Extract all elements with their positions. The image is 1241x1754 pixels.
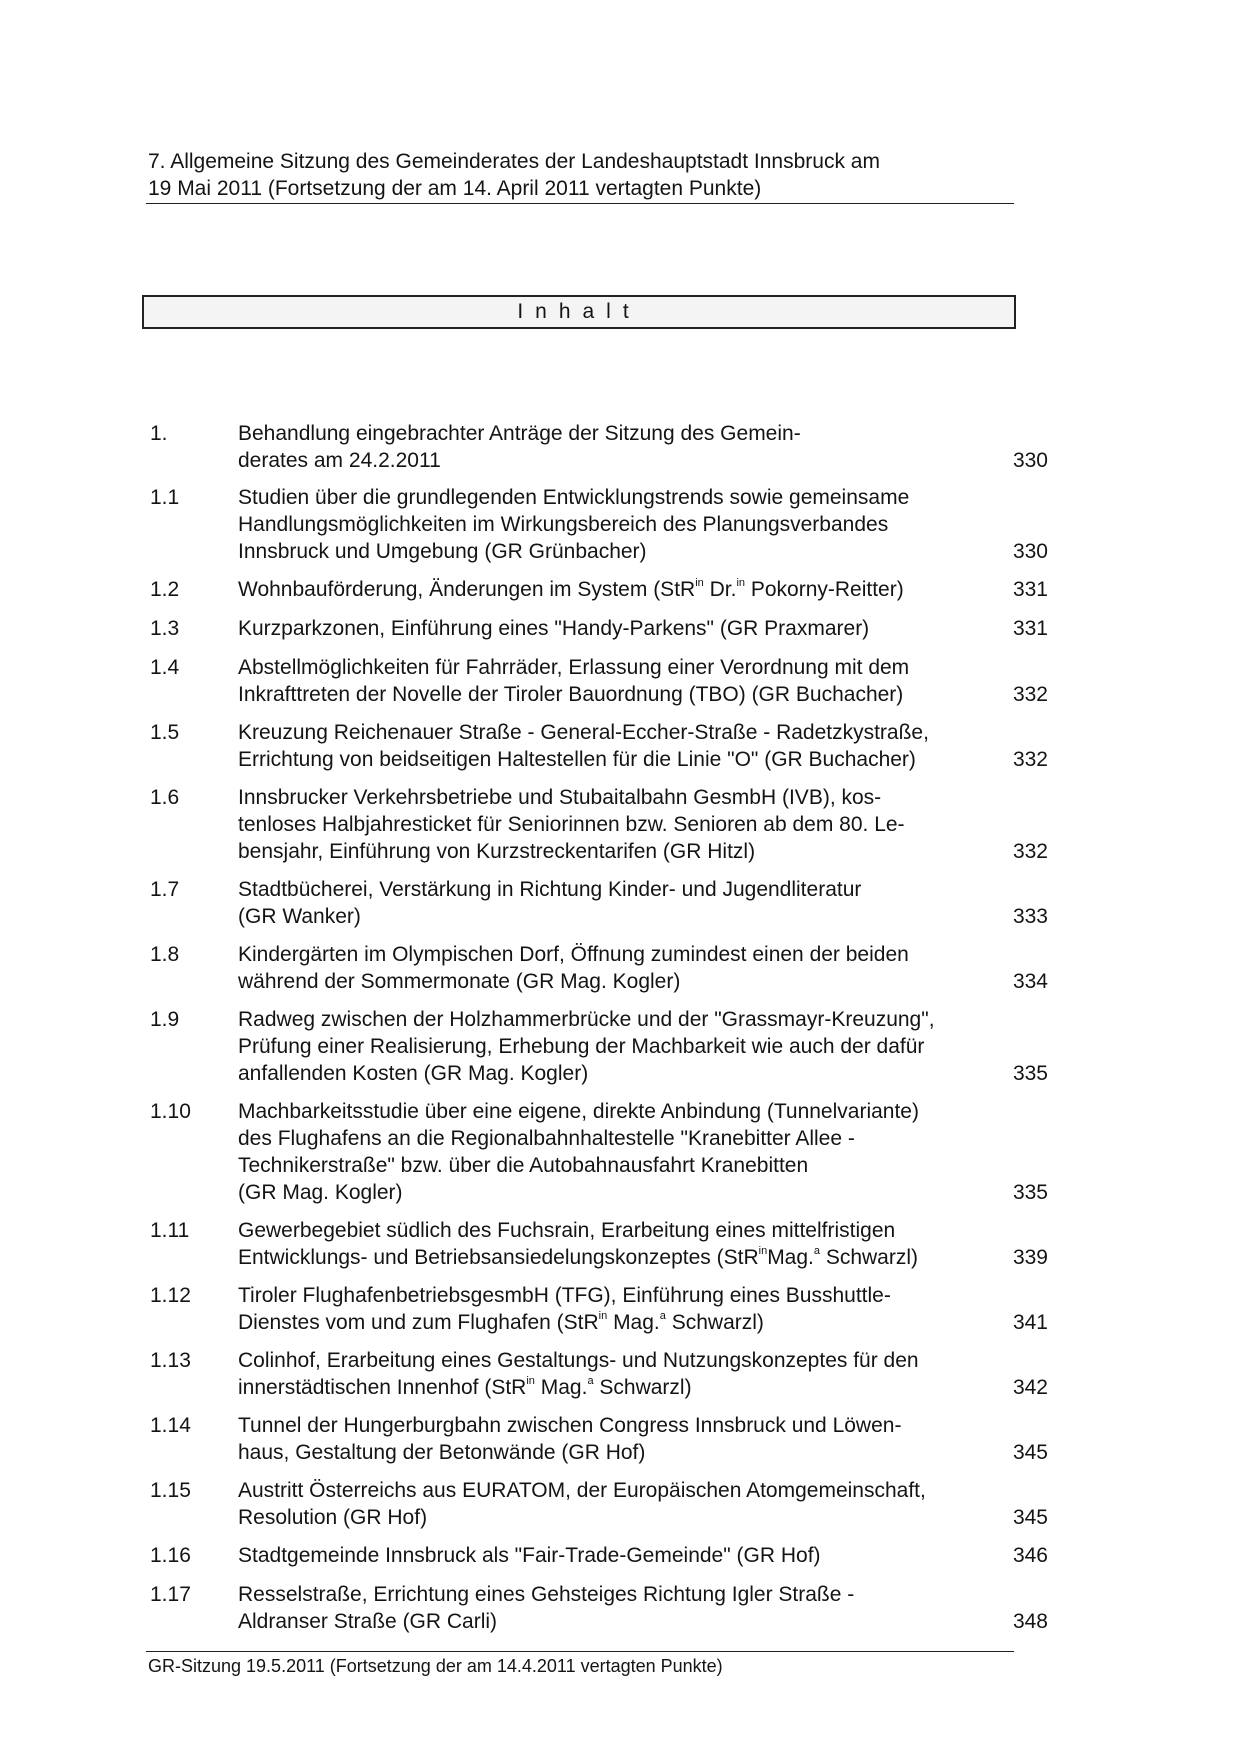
toc-entry-title-line: Dienstes vom und zum Flughafen (StR$^{in}$ Mag.$^a$ Schwarzl) — [238, 1310, 764, 1334]
toc-entry — [150, 1542, 1100, 1569]
toc-entry-title — [238, 1412, 1013, 1466]
toc-entry — [150, 420, 1100, 474]
toc-entry-page-number: 345 — [1012, 1506, 1048, 1529]
toc-entry — [150, 576, 1100, 603]
toc-entry-title — [238, 941, 1013, 995]
toc-entry-number: 1.13 — [150, 1349, 191, 1372]
toc-entry-title — [238, 1282, 1013, 1336]
toc-entry — [150, 1098, 1100, 1206]
toc-entry-number: 1.16 — [150, 1544, 191, 1567]
toc-entry-number: 1.17 — [150, 1583, 191, 1606]
toc-entry — [150, 654, 1100, 708]
toc-entry-title-line: Technikerstraße" bzw. über die Autobahnausfahrt Kranebitten — [238, 1154, 809, 1177]
toc-entry-title — [238, 1581, 1013, 1635]
toc-entry-title-line: Wohnbauförderung, Änderungen im System (StR$^{in}$ Dr.$^{in}$ Pokorny-Reitter) — [238, 577, 904, 601]
toc-entry-page-number: 345 — [1012, 1441, 1048, 1464]
toc-entry-title — [238, 876, 1013, 930]
toc-entry-title — [238, 1217, 1013, 1271]
toc-entry-title-line: tenloses Halbjahresticket für Seniorinnen bzw. Senioren ab dem 80. Le- — [238, 813, 905, 836]
toc-entry-title-line: Radweg zwischen der Holzhammerbrücke und der "Grassmayr-Kreuzung", — [238, 1008, 935, 1031]
toc-entry — [150, 876, 1100, 930]
toc-entry-title-line: (GR Mag. Kogler) — [238, 1181, 403, 1204]
toc-entry-page-number: 333 — [1012, 905, 1048, 928]
toc-entry-title — [238, 484, 1013, 565]
toc-entry-title-line: Stadtbücherei, Verstärkung in Richtung Kinder- und Jugendliteratur — [238, 878, 862, 901]
toc-entry-number: 1.8 — [150, 943, 180, 966]
toc-entry-page-number: 334 — [1012, 970, 1048, 993]
toc-entry-title — [238, 615, 1013, 642]
toc-entry-title-line: Inkrafttreten der Novelle der Tiroler Bauordnung (TBO) (GR Buchacher) — [238, 683, 904, 706]
toc-entry-page-number: 346 — [1012, 1544, 1048, 1567]
toc-entry-title — [238, 1098, 1013, 1206]
toc-entry-title-line: Stadtgemeinde Innsbruck als "Fair-Trade-Gemeinde" (GR Hof) — [238, 1544, 821, 1567]
toc-entry — [150, 1006, 1100, 1087]
toc-entry-title — [238, 654, 1013, 708]
toc-entry-number: 1.12 — [150, 1284, 191, 1307]
toc-entry-title-line: Innsbruck und Umgebung (GR Grünbacher) — [238, 540, 647, 563]
toc-entry-title-line: Behandlung eingebrachter Anträge der Sitzung des Gemein- — [238, 422, 801, 445]
toc-entry-page-number: 330 — [1012, 449, 1048, 472]
toc-entry-page-number: 335 — [1012, 1062, 1048, 1085]
toc-title: Inhalt — [517, 300, 641, 323]
toc-entry-title — [238, 1006, 1013, 1087]
toc-entry-title-line: Abstellmöglichkeiten für Fahrräder, Erlassung einer Verordnung mit dem — [238, 656, 910, 679]
toc-entry — [150, 1412, 1100, 1466]
toc-entry-title-line: Tiroler FlughafenbetriebsgesmbH (TFG), Einführung eines Busshuttle- — [238, 1284, 891, 1307]
toc-entry-number: 1.5 — [150, 721, 180, 744]
toc-entry-title-line: Resolution (GR Hof) — [238, 1506, 428, 1529]
toc-entry-number: 1.14 — [150, 1414, 191, 1437]
toc-entry-page-number: 331 — [1012, 617, 1048, 640]
toc-entry-title-line: Errichtung von beidseitigen Haltestellen für die Linie "O" (GR Buchacher) — [238, 748, 916, 771]
toc-entry-title — [238, 576, 1013, 603]
toc-entry-page-number: 332 — [1012, 683, 1048, 706]
toc-entry-page-number: 332 — [1012, 748, 1048, 771]
toc-entry-number: 1.3 — [150, 617, 180, 640]
toc-entry-page-number: 341 — [1012, 1311, 1048, 1334]
toc-entry-number: 1.11 — [150, 1219, 190, 1242]
toc-entry-title-line: Prüfung einer Realisierung, Erhebung der Machbarkeit wie auch der dafür — [238, 1035, 925, 1058]
toc-entry — [150, 484, 1100, 565]
toc-entry-title — [238, 1477, 1013, 1531]
toc-entry — [150, 1282, 1100, 1336]
toc-entry-title-line: Tunnel der Hungerburgbahn zwischen Congress Innsbruck und Löwen- — [238, 1414, 902, 1437]
footer-divider — [146, 1651, 1014, 1652]
header-line-2: 19 Mai 2011 (Fortsetzung der am 14. April 2011 vertagten Punkte) — [148, 177, 762, 200]
toc-entry — [150, 1347, 1100, 1401]
toc-entry-title-line: Resselstraße, Errichtung eines Gehsteiges Richtung Igler Straße - — [238, 1583, 855, 1606]
toc-entry-number: 1. — [150, 422, 168, 445]
toc-entry-title-line: Austritt Österreichs aus EURATOM, der Europäischen Atomgemeinschaft, — [238, 1479, 926, 1502]
toc-entry-number: 1.4 — [150, 656, 180, 679]
toc-entry-title-line: Kurzparkzonen, Einführung eines "Handy-Parkens" (GR Praxmarer) — [238, 617, 870, 640]
toc-entry-number: 1.1 — [150, 486, 180, 509]
toc-entry-title — [238, 784, 1013, 865]
page-footer: GR-Sitzung 19.5.2011 (Fortsetzung der am 14.4.2011 vertagten Punkte) — [148, 1656, 723, 1676]
toc-entry-number: 1.10 — [150, 1100, 191, 1123]
toc-entry-page-number: 335 — [1012, 1181, 1048, 1204]
toc-entry-page-number: 331 — [1012, 578, 1048, 601]
toc-entry-title — [238, 1347, 1013, 1401]
toc-entry-title-line: bensjahr, Einführung von Kurzstreckentarifen (GR Hitzl) — [238, 840, 756, 863]
toc-entry-title — [238, 719, 1013, 773]
toc-entry-title — [238, 420, 1013, 474]
toc-entry-number: 1.2 — [150, 578, 180, 601]
toc-entry-page-number: 330 — [1012, 540, 1048, 563]
toc-title-box — [142, 295, 1016, 329]
toc-entry-title-line: Innsbrucker Verkehrsbetriebe und Stubaitalbahn GesmbH (IVB), kos- — [238, 786, 882, 809]
toc-entry — [150, 1581, 1100, 1635]
toc-entry-number: 1.9 — [150, 1008, 180, 1031]
toc-entry-title-line: Studien über die grundlegenden Entwicklungstrends sowie gemeinsame — [238, 486, 910, 509]
toc-entry — [150, 784, 1100, 865]
toc-entry-title-line: Kindergärten im Olympischen Dorf, Öffnung zumindest einen der beiden — [238, 943, 909, 966]
toc-entry-page-number: 348 — [1012, 1610, 1048, 1633]
toc-entry-title-line: Entwicklungs- und Betriebsansiedelungskonzeptes (StR$^{in}$Mag.$^a$ Schwarzl) — [238, 1245, 919, 1269]
toc-entry-title-line: des Flughafens an die Regionalbahnhaltestelle "Kranebitter Allee - — [238, 1127, 855, 1150]
document-header — [148, 148, 1012, 202]
header-line-1: 7. Allgemeine Sitzung des Gemeinderates der Landeshauptstadt Innsbruck am — [148, 150, 880, 173]
toc-entry-page-number: 332 — [1012, 840, 1048, 863]
toc-entry-title-line: Handlungsmöglichkeiten im Wirkungsbereich des Planungsverbandes — [238, 513, 889, 536]
toc-entry-number: 1.6 — [150, 786, 180, 809]
toc-entry-title-line: haus, Gestaltung der Betonwände (GR Hof) — [238, 1441, 646, 1464]
toc-entry-title-line: derates am 24.2.2011 — [238, 449, 441, 472]
toc-entry-title-line: (GR Wanker) — [238, 905, 361, 928]
toc-entry-title-line: Gewerbegebiet südlich des Fuchsrain, Erarbeitung eines mittelfristigen — [238, 1219, 896, 1242]
toc-entry-title-line: Machbarkeitsstudie über eine eigene, direkte Anbindung (Tunnelvariante) — [238, 1100, 919, 1123]
toc-entry — [150, 615, 1100, 642]
toc-entry-title — [238, 1542, 1013, 1569]
toc-entry-title-line: während der Sommermonate (GR Mag. Kogler) — [238, 970, 681, 993]
toc-entry-title-line: innerstädtischen Innenhof (StR$^{in}$ Mag.$^a$ Schwarzl) — [238, 1375, 692, 1399]
toc-entry-title-line: Aldranser Straße (GR Carli) — [238, 1610, 498, 1633]
toc-entry — [150, 941, 1100, 995]
header-divider — [146, 203, 1014, 204]
toc-entry-page-number: 339 — [1012, 1246, 1048, 1269]
toc-entry-title-line: Colinhof, Erarbeitung eines Gestaltungs- und Nutzungskonzeptes für den — [238, 1349, 919, 1372]
toc-entry-page-number: 342 — [1012, 1376, 1048, 1399]
toc-entry — [150, 1477, 1100, 1531]
toc-entry-title-line: anfallenden Kosten (GR Mag. Kogler) — [238, 1062, 589, 1085]
toc-entry-number: 1.7 — [150, 878, 180, 901]
toc-entry-title-line: Kreuzung Reichenauer Straße - General-Eccher-Straße - Radetzkystraße, — [238, 721, 929, 744]
toc-entry-number: 1.15 — [150, 1479, 191, 1502]
toc-entry — [150, 1217, 1100, 1271]
toc-entry — [150, 719, 1100, 773]
